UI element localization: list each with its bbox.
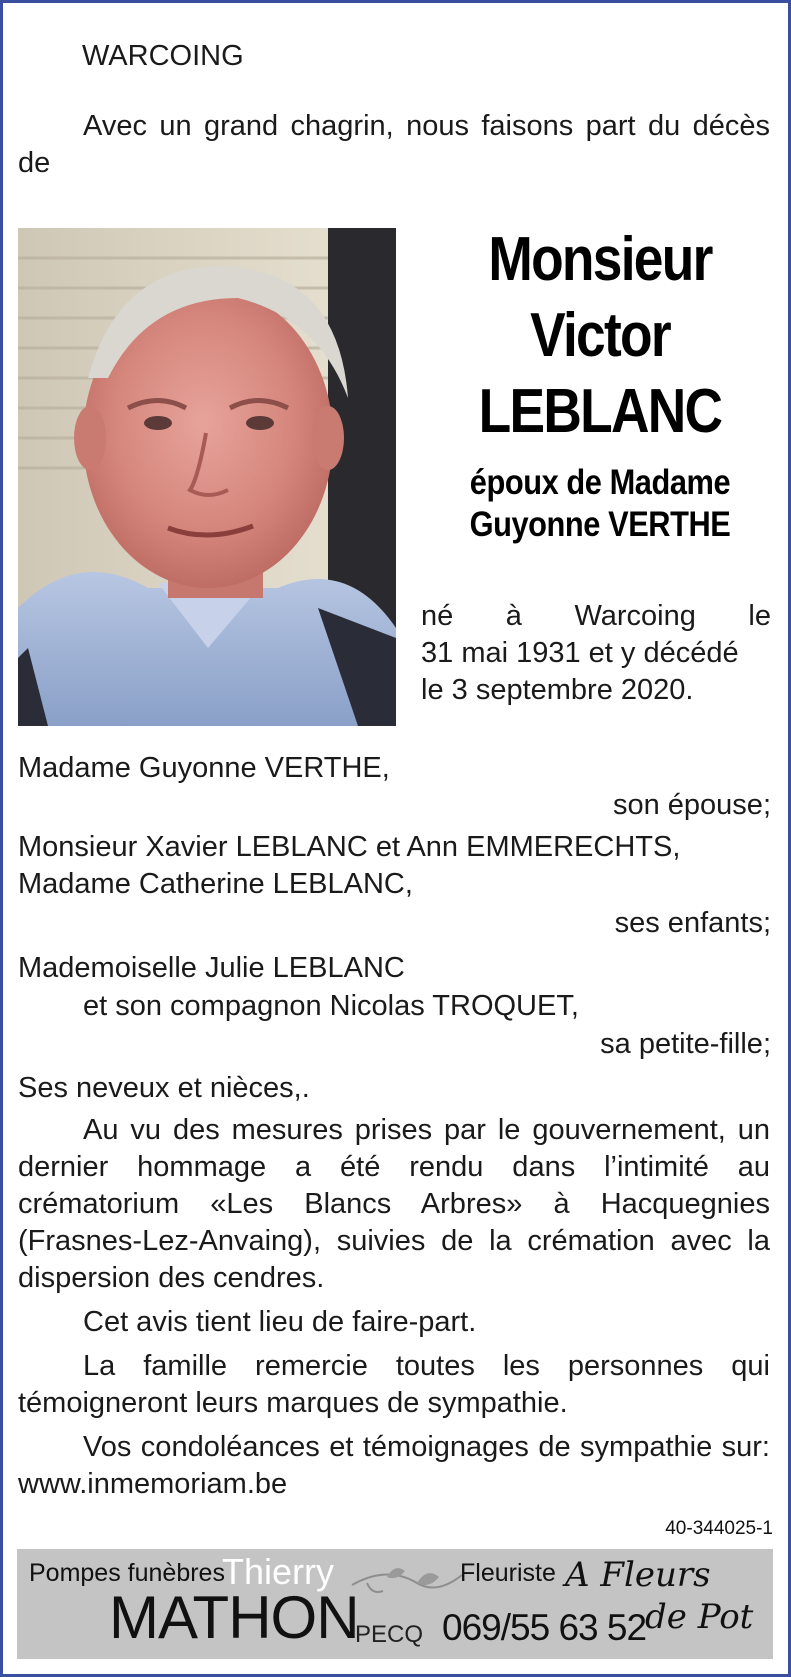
portrait-photo-icon <box>18 228 396 726</box>
place-heading: WARCOING <box>82 40 244 72</box>
spouse-line-1: époux de Madame <box>469 463 731 502</box>
spouse-line-2: Guyonne VERTHE <box>469 505 731 544</box>
footer-pecq-label: PECQ <box>355 1621 424 1648</box>
intro-text: Avec un grand chagrin, nous faisons part du décès de <box>18 110 770 179</box>
footer-pompes-label: Pompes funèbres <box>29 1559 225 1587</box>
footer-brand-line-2: de Pot <box>645 1597 754 1637</box>
floral-ornament-icon <box>347 1555 467 1605</box>
birth-death-line-2: 31 mai 1931 et y décédé <box>421 637 739 669</box>
family-nephews: Ses neveux et nièces,. <box>18 1072 310 1104</box>
birth-death-line-1: né à Warcoing le <box>421 600 771 632</box>
body-paragraph-1: Au vu des mesures prises par le gouvernement, un dernier hommage a été rendu dans l’intimité au crématorium «Les Blancs Arbres» à Hacquegnies (Frasnes-Lez-Anvaing), suivies de la crémation avec la dispersion des cendres. <box>18 1114 770 1294</box>
footer-mathon-label: MATHON <box>109 1584 359 1651</box>
footer-fleuriste-label: Fleuriste <box>460 1559 556 1587</box>
footer-brand-line-1: A Fleurs <box>565 1555 711 1595</box>
family-spouse-name: Madame Guyonne VERTHE, <box>18 752 390 784</box>
reference-number: 40-344025-1 <box>665 1518 773 1539</box>
footer-phone: 069/55 63 52 <box>442 1607 647 1648</box>
body-text <box>18 1112 770 1503</box>
family-children-role: ses enfants; <box>614 907 771 939</box>
family-child-1: Monsieur Xavier LEBLANC et Ann EMMERECHTS, <box>18 831 681 863</box>
funeral-home-footer <box>17 1549 773 1659</box>
family-child-2: Madame Catherine LEBLANC, <box>18 868 413 900</box>
name-first: Victor <box>530 301 670 370</box>
body-paragraph-4: Vos condoléances et témoignages de sympathie sur: www.inmemoriam.be <box>18 1431 770 1500</box>
footer-thierry-label: Thierry <box>222 1551 335 1592</box>
portrait-photo <box>18 228 396 726</box>
family-grandchild-role: sa petite-fille; <box>600 1028 771 1060</box>
body-paragraph-2: Cet avis tient lieu de faire-part. <box>83 1306 477 1338</box>
family-spouse-role: son épouse; <box>612 789 771 821</box>
body-paragraph-3: La famille remercie toutes les personnes qui témoigneront leurs marques de sympathie. <box>18 1350 770 1419</box>
name-last: LEBLANC <box>478 377 722 446</box>
family-grandchild: Mademoiselle Julie LEBLANC <box>18 952 405 984</box>
intro-paragraph <box>18 108 770 182</box>
family-grandchild-partner: et son compagnon Nicolas TROQUET, <box>83 990 579 1022</box>
deceased-name-block <box>420 222 780 546</box>
birth-death-line-3: le 3 septembre 2020. <box>421 674 694 706</box>
name-title: Monsieur <box>488 225 712 294</box>
